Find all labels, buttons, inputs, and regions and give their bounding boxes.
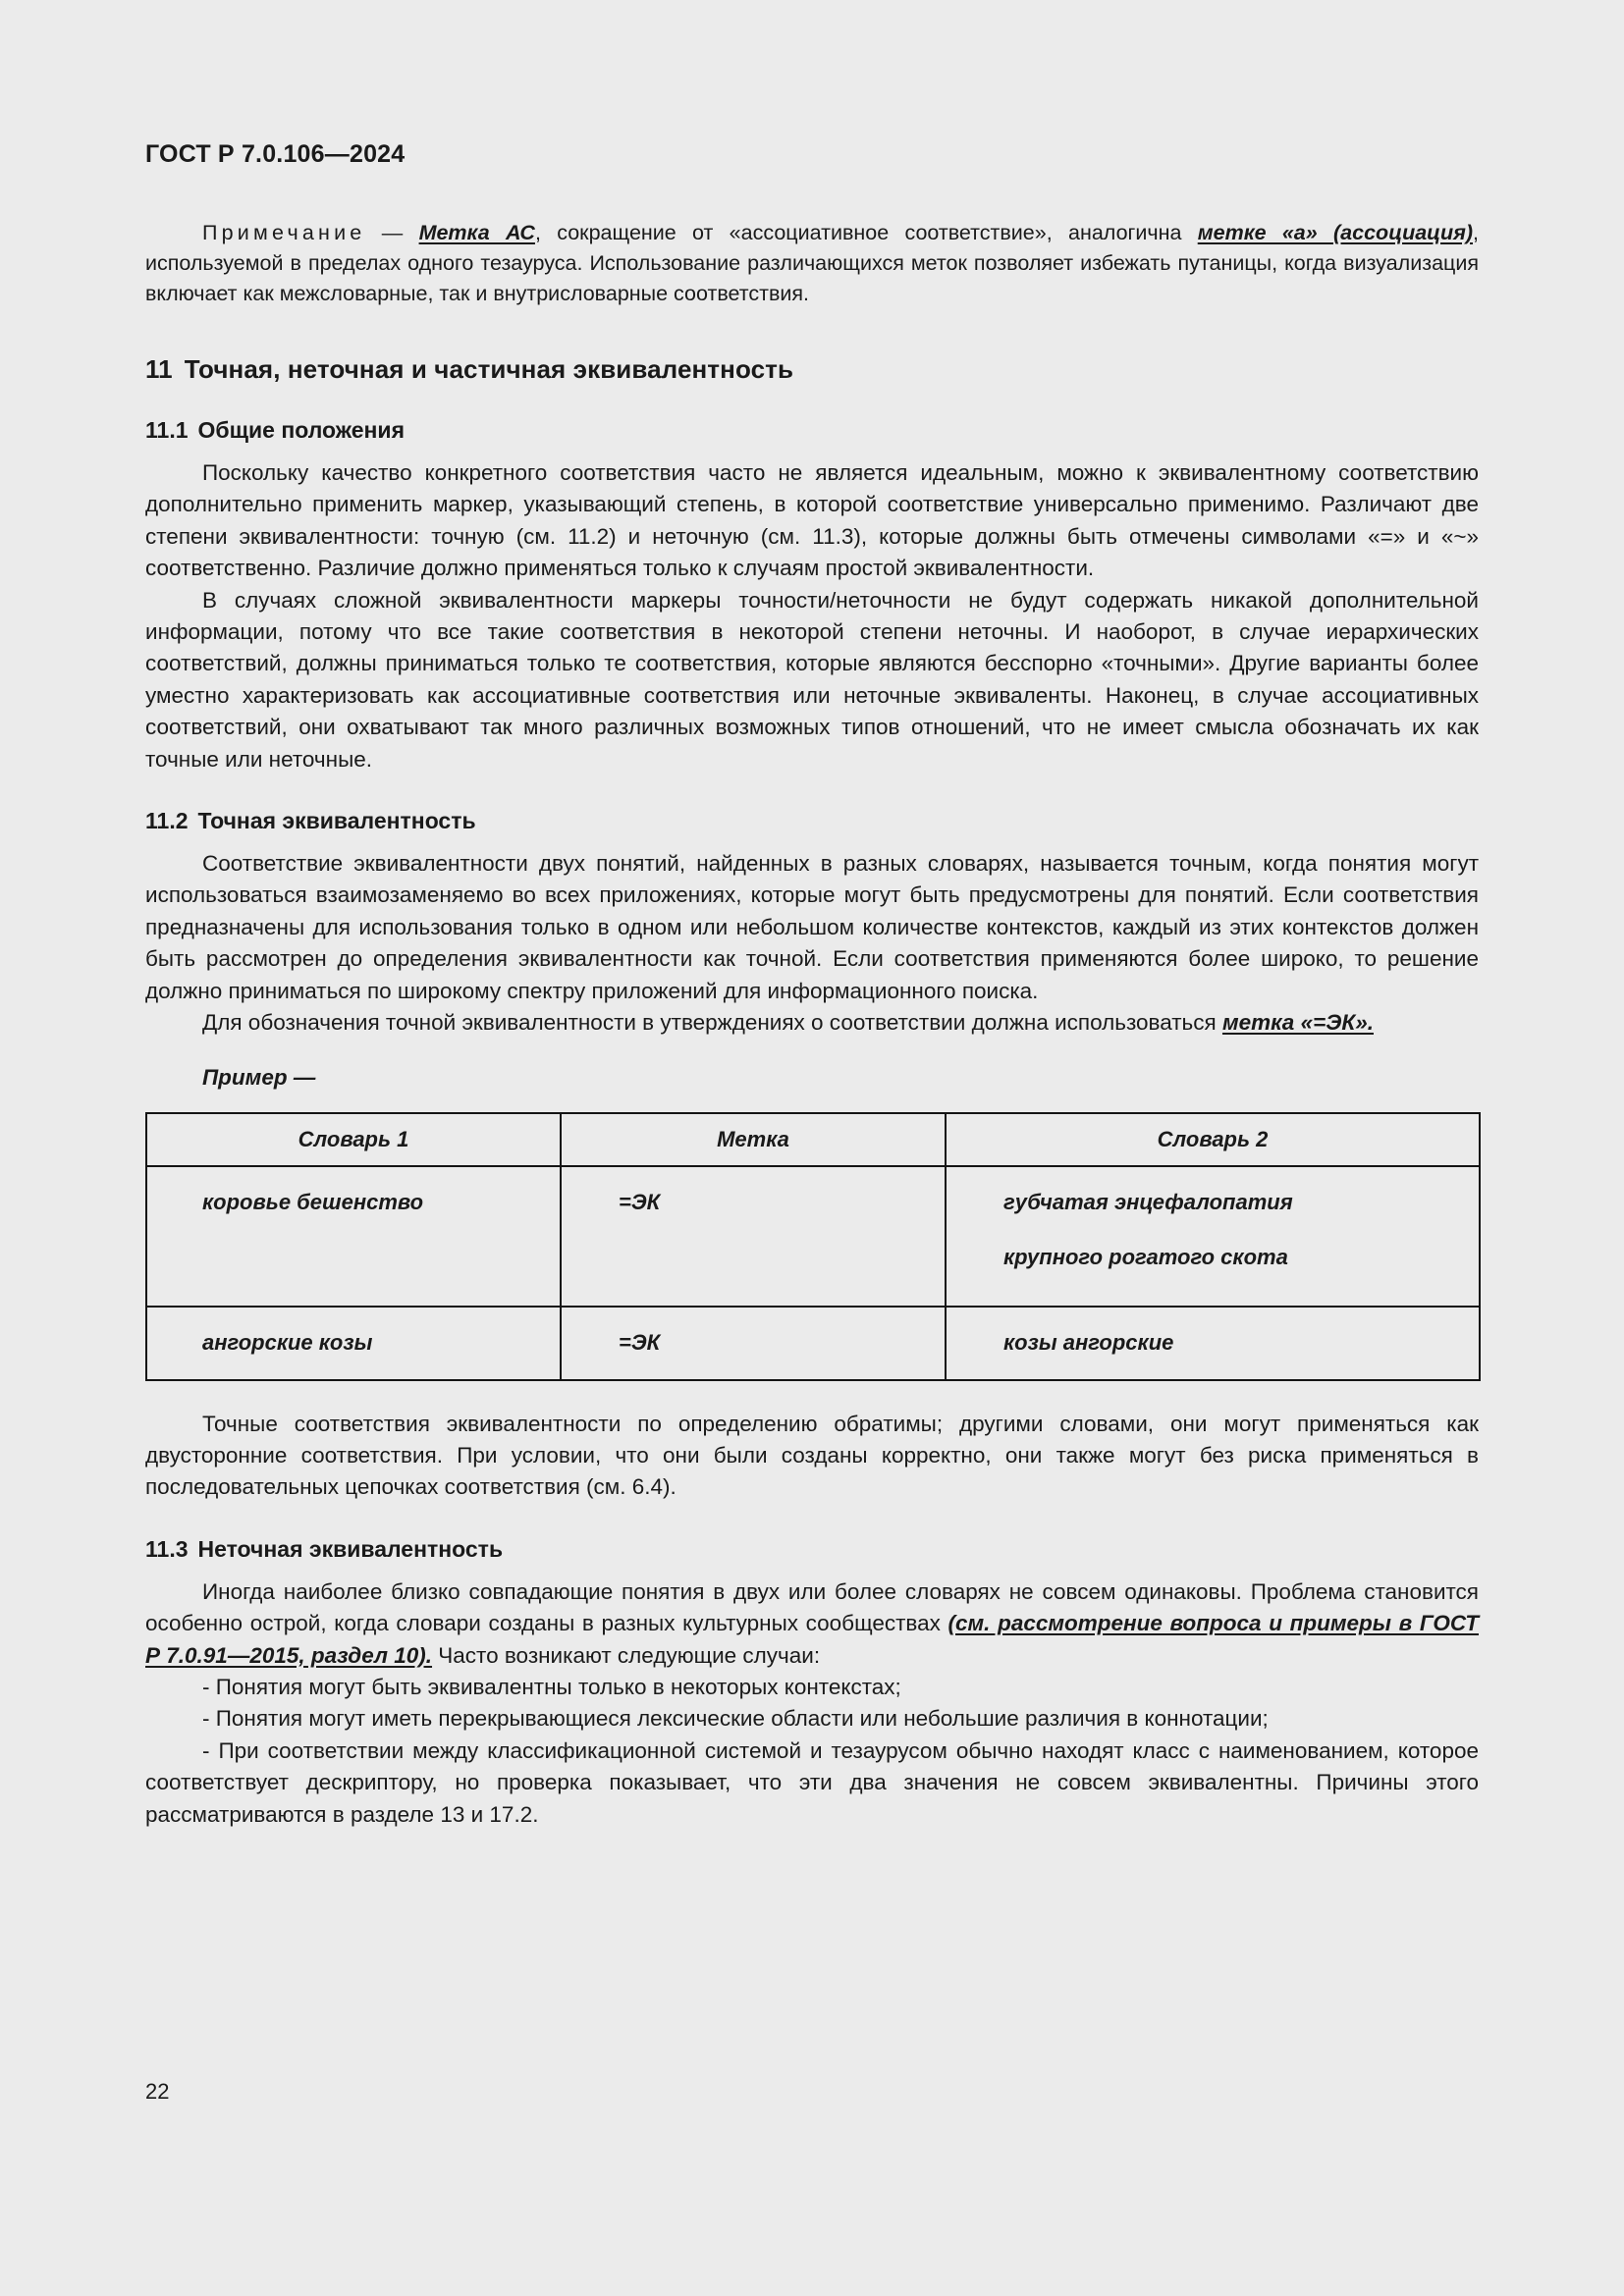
section-11-3-number: 11.3 — [145, 1535, 189, 1562]
running-header: ГОСТ Р 7.0.106—2024 — [145, 140, 406, 168]
section-11-3-title: Неточная эквивалентность — [197, 1535, 504, 1562]
section-11-3-text-part-2: Часто возникают следующие случаи: — [432, 1642, 821, 1668]
note-label: Примечание — [202, 221, 366, 244]
note-text-1: , сокращение от «ассоциативное соответствие», аналогична — [534, 221, 1198, 244]
section-11-2-paragraph-3: Точные соответствия эквивалентности по определению обратимы; другими словами, они могут применяться как двусторонние соответствия. При условии, что они были созданы корректно, они также могут без риска применяться в последовательных цепочках соответствия (см. 6.4). — [145, 1411, 1479, 1500]
note-text-2: , используемой в пределах одного тезауруса. Использование различающихся меток позволяет избежать путаницы, когда визуализация включает как межсловарные, так и внутрисловарные соответствия. — [145, 221, 1479, 305]
section-11-3-heading — [145, 1536, 1479, 1563]
note-term-metka-ac: Метка АС — [418, 221, 535, 244]
section-11-1-title: Общие положения — [197, 417, 405, 443]
table-header-label-metka: Метка — [717, 1126, 789, 1151]
note-term-metka-a: метке «а» (ассоциация) — [1197, 221, 1474, 244]
section-11-2-paragraph-1: Соответствие эквивалентности двух понятий, найденных в разных словарях, называется точным, когда понятия могут использоваться взаимозаменяемо во всех приложениях, которые могут быть предусмотрены для понятий. Если соответствия предназначены для использования только в одном или небольшом количестве контекстов, каждый из этих контекстов должен быть рассмотрен до определения эквивалентности как точной. Если соответствия применяются более широко, то решение должно приниматься по широкому спектру приложений для информационного поиска. — [145, 851, 1479, 1003]
table-cell-text: =ЭК — [619, 1329, 661, 1355]
table-header-cell-dictionary-1 — [146, 1113, 561, 1166]
section-11-number: 11 — [145, 354, 173, 384]
table-cell-text: козы ангорские — [1003, 1329, 1174, 1355]
section-11-2-heading — [145, 808, 1479, 834]
section-11-2-paragraph-2-text: Для обозначения точной эквивалентности в утверждениях о соответствии должна использоваться — [202, 1010, 1222, 1036]
list-item: - Понятия могут иметь перекрывающиеся лексические области или небольшие различия в коннотации; — [202, 1706, 1269, 1732]
section-11-1-number: 11.1 — [145, 417, 189, 443]
table-header-cell-dictionary-2 — [946, 1113, 1480, 1166]
table-cell-text-line-2: крупного рогатого скота — [1003, 1244, 1288, 1269]
section-11-1-paragraph-1: Поскольку качество конкретного соответствия часто не является идеальным, можно к эквивалентному соответствию дополнительно применить маркер, указывающий степень, в которой соответствие универсально применимо. Различают две степени эквивалентности: точную (см. 11.2) и неточную (см. 11.3), которые должны быть отмечены символами «=» и «~» соответственно. Различие должно применяться только к случаям простой эквивалентности. — [145, 460, 1479, 581]
section-11-2-paragraph-2 — [145, 1007, 1479, 1039]
table-header-row — [146, 1113, 1480, 1166]
example-table — [145, 1112, 1481, 1381]
section-11-heading — [145, 354, 1479, 385]
table-cell-text: коровье бешенство — [202, 1189, 424, 1214]
table-row — [146, 1307, 1480, 1380]
table-cell-source-term-2 — [146, 1307, 561, 1380]
table-header-label-dictionary-2: Словарь 2 — [1157, 1126, 1269, 1151]
section-11-1-paragraph-2: В случаях сложной эквивалентности маркеры точности/неточности не будут содержать никакой дополнительной информации, потому что все такие соответствия в некоторой степени неточны. И наоборот, в случае иерархических соответствий, должны приниматься только те соответствия, которые являются бесспорно «точными». Другие варианты более уместно характеризовать как ассоциативные соответствия или неточные эквиваленты. Наконец, в случае ассоциативных соответствий, они охватывают так много различных возможных типов отношений, что не имеет смысла обозначать их как точные или неточные. — [145, 587, 1479, 772]
section-11-1-heading — [145, 417, 1479, 444]
list-item: - При соответствии между классификационной системой и тезаурусом обычно находят класс с наименованием, которое соответствует дескриптору, но проверка показывает, что эти два значения не совсем эквивалентны. Причины этого рассматриваются в разделе 13 и 17.2. — [145, 1737, 1479, 1827]
section-11-3-text-part-1: Иногда наиболее близко совпадающие понятия в двух или более словарях не совсем одинаковы. Проблема становится особенно острой, когда словари созданы в разных культурных сообществах — [145, 1578, 1479, 1636]
page-content — [145, 218, 1479, 1831]
table-cell-target-term-2 — [946, 1307, 1480, 1380]
section-11-2-title: Точная эквивалентность — [197, 808, 476, 834]
table-cell-mapping-label-2 — [561, 1307, 946, 1380]
table-cell-text: =ЭК — [619, 1189, 661, 1214]
table-header-label-dictionary-1: Словарь 1 — [298, 1126, 409, 1151]
gost-reference: (см. рассмотрение вопроса и примеры в ГОСТ Р 7.0.91—2015, раздел 10). — [145, 1611, 1479, 1668]
note-dash: — — [365, 221, 419, 244]
note-block — [145, 218, 1479, 309]
table-cell-text-line-1: губчатая энцефалопатия — [1003, 1189, 1293, 1214]
table-cell-source-term-1 — [146, 1166, 561, 1307]
table-row — [146, 1166, 1480, 1307]
page-number: 22 — [145, 2079, 170, 2104]
section-11-3-paragraph-1 — [145, 1576, 1479, 1672]
table-cell-target-term-1 — [946, 1166, 1480, 1307]
section-11-title: Точная, неточная и частичная эквивалентность — [184, 354, 794, 384]
list-item: - Понятия могут быть эквивалентны только в некоторых контекстах; — [202, 1674, 901, 1699]
label-ek-term: метка «=ЭК». — [1221, 1010, 1374, 1036]
table-cell-mapping-label-1 — [561, 1166, 946, 1307]
table-cell-text: ангорские козы — [202, 1329, 373, 1355]
example-label: Пример — — [202, 1064, 316, 1090]
table-header-cell-label — [561, 1113, 946, 1166]
section-11-2-number: 11.2 — [145, 808, 189, 834]
